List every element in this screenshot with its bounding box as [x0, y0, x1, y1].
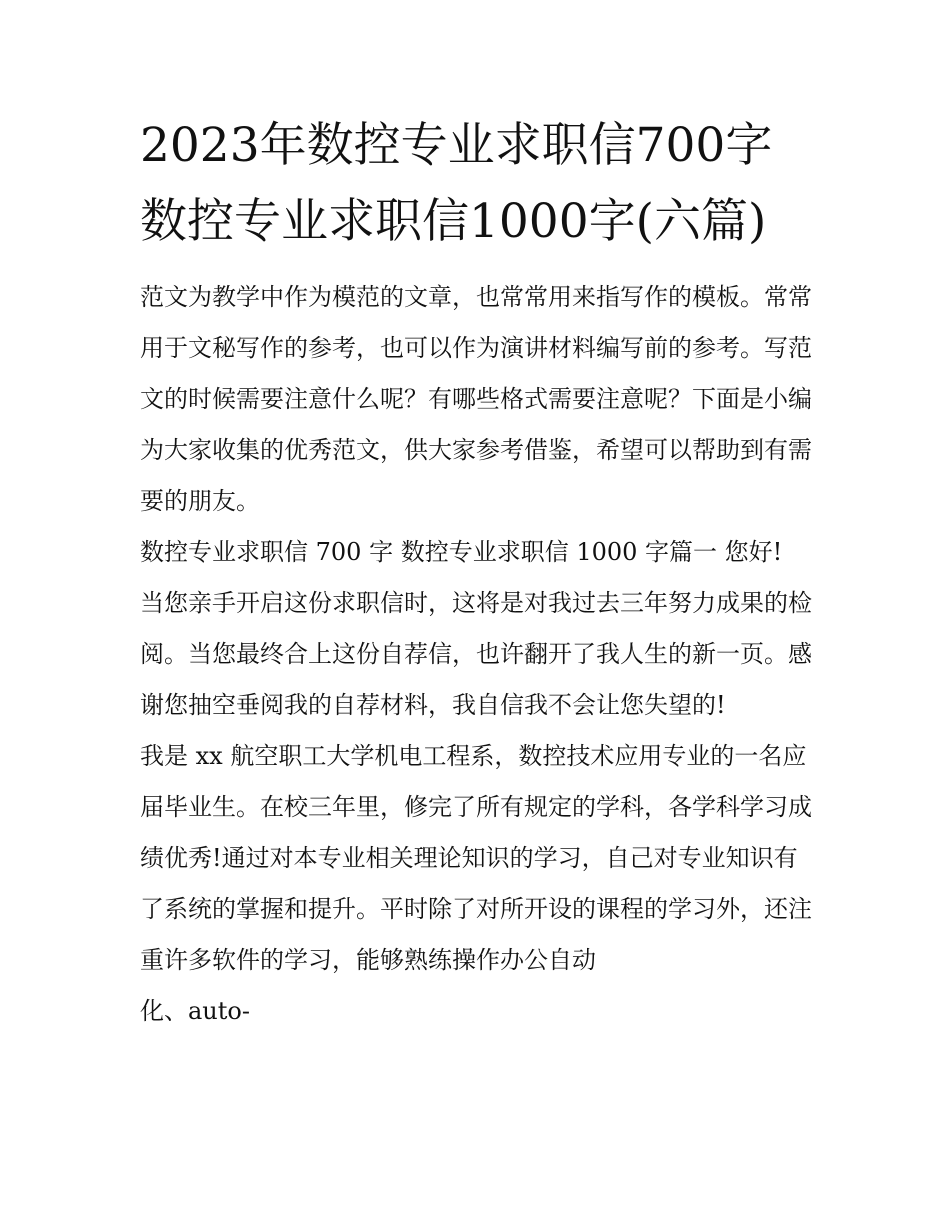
body-paragraph-3: 化、auto- — [140, 997, 250, 1025]
body-paragraph-1: 当您亲手开启这份求职信时，这将是对我过去三年努力成果的检阅。当您最终合上这份自荐信，也许翻开了我人生的新一页。感谢您抽空垂阅我的自荐材料，我自信我不会让您失望的! — [140, 589, 812, 719]
title-line-2: 数控专业求职信1000字(六篇) — [140, 194, 767, 249]
document-page — [140, 108, 820, 1037]
intro-paragraph: 范文为教学中作为模范的文章，也常常用来指写作的模板。常常用于文秘写作的参考，也可以作为演讲材料编写前的参考。写范文的时候需要注意什么呢？有哪些格式需要注意呢？下面是小编为大家收集的优秀范文，供大家参考借鉴，希望可以帮助到有需要的朋友。 — [140, 283, 812, 515]
document-title — [140, 108, 820, 260]
body-paragraph-2: 我是 xx 航空职工大学机电工程系，数控技术应用专业的一名应届毕业生。在校三年里，修完了所有规定的学科，各学科学习成绩优秀!通过对本专业相关理论知识的学习，自己对专业知识有了系统的掌握和提升。平时除了对所开设的课程的学习外，还注重许多软件的学习，能够熟练操作办公自动 — [140, 742, 812, 974]
title-line-1: 2023年数控专业求职信700字 — [140, 118, 773, 173]
section-heading: 数控专业求职信 700 字 数控专业求职信 1000 字篇一 您好! — [140, 538, 783, 566]
